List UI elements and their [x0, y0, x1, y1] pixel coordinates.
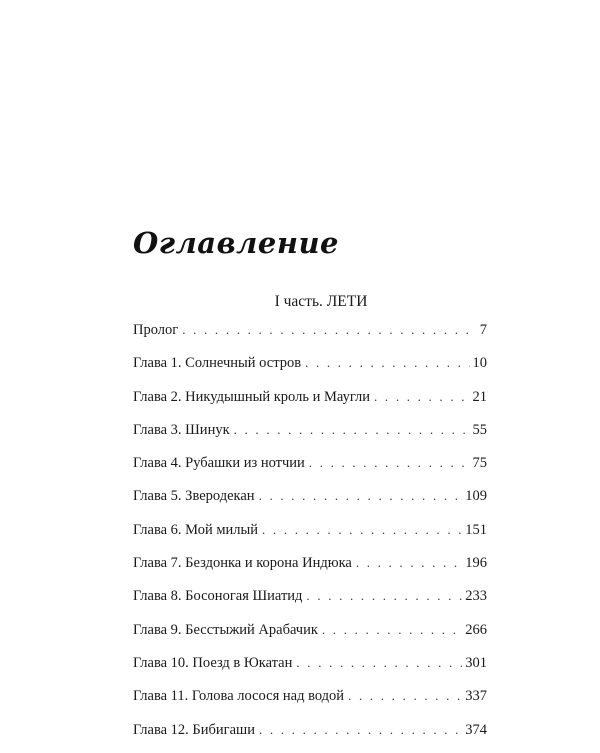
toc-entry-page: 75: [472, 455, 487, 472]
toc-list: [133, 320, 487, 753]
toc-entry-label: Глава 4. Рубашки из нотчии: [133, 455, 305, 472]
toc-entry-page: 109: [465, 488, 487, 505]
dot-leader: [356, 553, 462, 573]
dot-leader: [306, 586, 462, 606]
dot-leader: [262, 520, 462, 540]
toc-entry-chapter-8: [133, 586, 487, 619]
toc-entry-chapter-11: [133, 686, 487, 719]
toc-title: Оглавление: [133, 226, 339, 260]
toc-entry-page: 374: [465, 721, 487, 738]
toc-entry-page: 233: [465, 588, 487, 605]
toc-entry-label: Глава 7. Бездонка и корона Индюка: [133, 555, 352, 572]
toc-entry-chapter-3: [133, 420, 487, 453]
toc-entry-page: 266: [465, 621, 487, 638]
toc-entry-page: 7: [479, 322, 487, 338]
toc-entry-chapter-2: [133, 387, 487, 420]
toc-entry-label: Глава 8. Босоногая Шиатид: [133, 588, 303, 605]
dot-leader: [296, 653, 462, 673]
toc-entry-page: 337: [465, 688, 487, 705]
toc-entry-chapter-6: [133, 520, 487, 553]
dot-leader: [259, 720, 462, 740]
toc-entry-page: 151: [465, 521, 487, 538]
dot-leader: [259, 486, 463, 506]
toc-entry-label: Пролог: [133, 322, 179, 338]
toc-entry-chapter-7: [133, 553, 487, 586]
toc-entry-chapter-12: [133, 720, 487, 753]
toc-entry-page: 196: [465, 555, 487, 572]
dot-leader: [322, 620, 462, 640]
toc-entry-label: Глава 10. Поезд в Юкатан: [133, 654, 293, 671]
toc-entry-page: 55: [472, 421, 487, 438]
toc-entry-chapter-9: [133, 620, 487, 653]
toc-entry-label: Глава 11. Голова лосося над водой: [133, 688, 345, 705]
toc-entry-chapter-4: [133, 453, 487, 486]
toc-entry-label: Глава 6. Мой милый: [133, 521, 259, 538]
toc-entry-label: Глава 2. Никудышный кроль и Маугли: [133, 388, 371, 405]
toc-entry-prologue: [133, 320, 487, 353]
toc-entry-label: Глава 9. Бесстыжий Арабачик: [133, 621, 318, 638]
toc-entry-label: Глава 3. Шинук: [133, 421, 230, 438]
dot-leader: [348, 686, 462, 706]
dot-leader: [305, 353, 469, 373]
toc-entry-chapter-1: [133, 353, 487, 386]
dot-leader: [234, 420, 470, 440]
dot-leader: [374, 387, 469, 407]
toc-entry-page: 10: [472, 355, 487, 372]
part-heading: I часть. ЛЕТИ: [274, 293, 368, 310]
toc-entry-label: Глава 1. Солнечный остров: [133, 355, 302, 372]
toc-entry-page: 301: [465, 654, 487, 671]
toc-entry-chapter-5: [133, 486, 487, 519]
toc-entry-page: 21: [472, 388, 487, 405]
dot-leader: [182, 320, 477, 340]
toc-entry-chapter-10: [133, 653, 487, 686]
toc-entry-label: Глава 5. Зверодекан: [133, 488, 255, 505]
dot-leader: [309, 453, 470, 473]
toc-entry-label: Глава 12. Бибигаши: [133, 721, 255, 738]
